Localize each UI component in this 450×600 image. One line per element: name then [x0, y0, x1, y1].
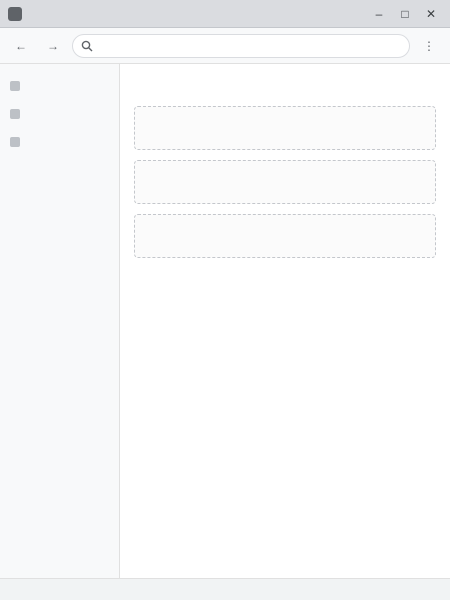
sidebar-item-icon — [10, 81, 20, 91]
close-button[interactable]: ✕ — [425, 6, 437, 21]
maximize-button[interactable]: □ — [401, 6, 409, 21]
content-block — [134, 106, 436, 150]
body — [0, 64, 450, 578]
back-button[interactable]: ← — [15, 38, 27, 53]
sidebar-item-icon — [10, 137, 20, 147]
page-title — [134, 78, 436, 96]
status-bar — [0, 578, 450, 600]
sidebar-item[interactable] — [0, 128, 119, 156]
search-input[interactable] — [99, 39, 401, 53]
sidebar-item-icon — [10, 109, 20, 119]
search-icon — [81, 40, 93, 52]
toolbar — [0, 28, 450, 64]
app-icon — [8, 7, 22, 21]
sidebar — [0, 64, 120, 578]
sidebar-item[interactable] — [0, 72, 119, 100]
menu-icon[interactable]: ⋮ — [423, 38, 435, 53]
window-controls — [368, 5, 442, 23]
search-box[interactable] — [72, 34, 410, 58]
sidebar-item[interactable] — [0, 100, 119, 128]
title-bar — [0, 0, 450, 28]
content-block — [134, 214, 436, 258]
forward-button[interactable]: → — [47, 38, 59, 53]
minimize-button[interactable]: – — [375, 6, 383, 21]
main-content — [120, 64, 450, 578]
content-block — [134, 160, 436, 204]
